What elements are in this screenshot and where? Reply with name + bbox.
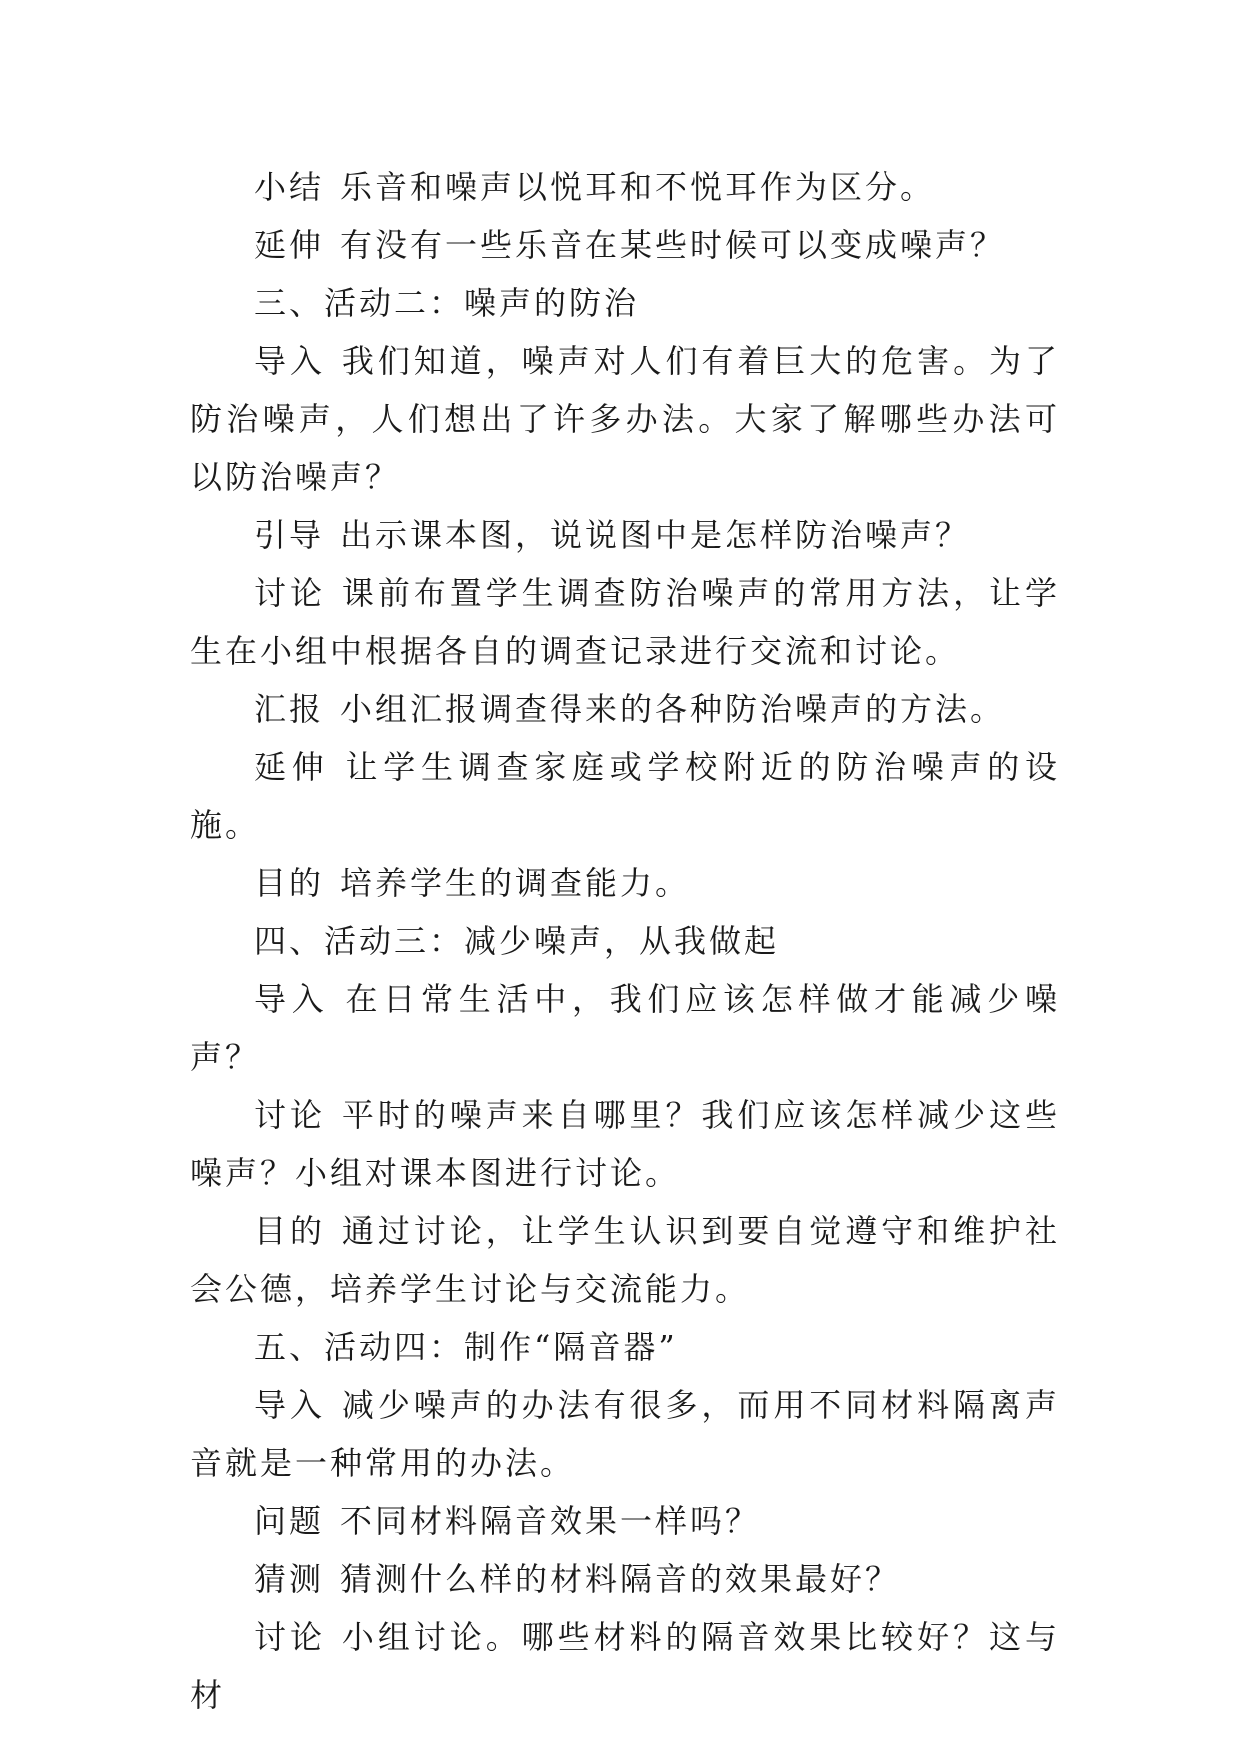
section-heading-text: 五、活动四：制作“隔音器”: [254, 1328, 678, 1366]
paragraph: [190, 158, 1060, 216]
paragraph-label: 目的: [254, 864, 325, 902]
paragraph-text: 课前布置学生调查防治噪声的常用方法，让学生在小组中根据各自的调查记录进行交流和讨论。: [190, 574, 1060, 670]
paragraph-text: 平时的噪声来自哪里？我们应该怎样减少这些噪声？小组对课本图进行讨论。: [190, 1096, 1060, 1192]
paragraph-text: 在日常生活中，我们应该怎样做才能减少噪声？: [190, 980, 1060, 1076]
paragraph: [190, 1608, 1060, 1724]
paragraph-label: 延伸: [254, 748, 330, 786]
section-heading-text: 三、活动二：噪声的防治: [254, 284, 640, 322]
paragraph-label: 问题: [254, 1502, 325, 1540]
paragraph-label: 小结: [254, 168, 325, 206]
paragraph: [190, 216, 1060, 274]
paragraph-text: 让学生调查家庭或学校附近的防治噪声的设施。: [190, 748, 1060, 844]
section-heading: [190, 1318, 1060, 1376]
paragraph-label: 导入: [254, 342, 326, 380]
paragraph-text: 小组汇报调查得来的各种防治噪声的方法。: [340, 690, 1006, 728]
paragraph-label: 讨论: [254, 1618, 326, 1656]
paragraph: [190, 970, 1060, 1086]
paragraph: [190, 680, 1060, 738]
paragraph: [190, 506, 1060, 564]
section-heading-text: 四、活动三：减少噪声，从我做起: [254, 922, 780, 960]
paragraph-label: 导入: [254, 1386, 326, 1424]
paragraph-label: 延伸: [254, 226, 325, 264]
paragraph: [190, 854, 1060, 912]
paragraph-text: 不同材料隔音效果一样吗？: [340, 1502, 761, 1540]
paragraph-text: 猜测什么样的材料隔音的效果最好？: [340, 1560, 901, 1598]
paragraph-text: 有没有一些乐音在某些时候可以变成噪声？: [340, 226, 1006, 264]
paragraph: [190, 332, 1060, 506]
paragraph-text: 出示课本图，说说图中是怎样防治噪声？: [340, 516, 971, 554]
paragraph: [190, 1202, 1060, 1318]
paragraph-text: 培养学生的调查能力。: [340, 864, 691, 902]
paragraph: [190, 1376, 1060, 1492]
paragraph-text: 通过讨论，让学生认识到要自觉遵守和维护社会公德，培养学生讨论与交流能力。: [190, 1212, 1060, 1308]
paragraph: [190, 1492, 1060, 1550]
paragraph-label: 引导: [254, 516, 325, 554]
section-heading: [190, 912, 1060, 970]
document-body: [190, 158, 1060, 1724]
paragraph: [190, 1550, 1060, 1608]
paragraph-text: 乐音和噪声以悦耳和不悦耳作为区分。: [340, 168, 936, 206]
paragraph-text: 减少噪声的办法有很多，而用不同材料隔离声音就是一种常用的办法。: [190, 1386, 1060, 1482]
paragraph-label: 汇报: [254, 690, 325, 728]
section-heading: [190, 274, 1060, 332]
paragraph-text: 小组讨论。哪些材料的隔音效果比较好？这与材: [190, 1618, 1060, 1714]
paragraph-label: 导入: [254, 980, 330, 1018]
paragraph: [190, 738, 1060, 854]
paragraph-label: 目的: [254, 1212, 326, 1250]
paragraph-label: 讨论: [254, 574, 326, 612]
paragraph-text: 我们知道，噪声对人们有着巨大的危害。为了防治噪声，人们想出了许多办法。大家了解哪些办法可以防治噪声？: [190, 342, 1060, 496]
paragraph: [190, 564, 1060, 680]
paragraph-label: 猜测: [254, 1560, 325, 1598]
paragraph: [190, 1086, 1060, 1202]
paragraph-label: 讨论: [254, 1096, 326, 1134]
